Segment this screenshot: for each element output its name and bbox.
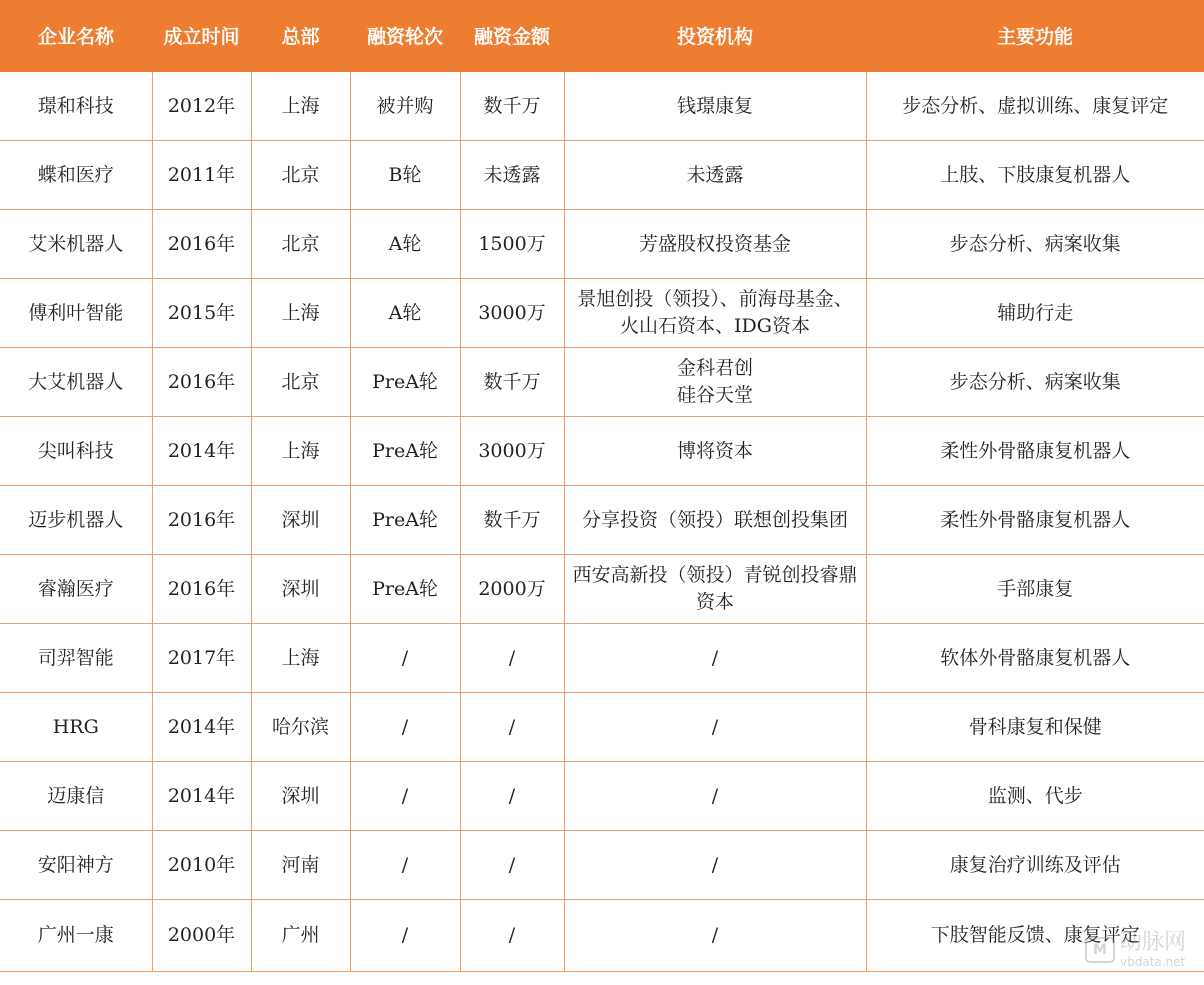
cell-round: / — [350, 831, 460, 900]
cell-company: 迈康信 — [0, 762, 152, 831]
cell-function: 软体外骨骼康复机器人 — [866, 624, 1204, 693]
header-hq: 总部 — [251, 0, 350, 72]
cell-amount: 2000万 — [460, 555, 564, 624]
cell-hq: 深圳 — [251, 486, 350, 555]
table-row — [0, 348, 1204, 417]
header-row — [0, 0, 1204, 72]
header-amount: 融资金额 — [460, 0, 564, 72]
cell-investors: 西安高新投（领投）青锐创投睿鼎资本 — [564, 555, 866, 624]
cell-founded: 2000年 — [152, 900, 251, 972]
cell-company: 迈步机器人 — [0, 486, 152, 555]
cell-hq: 上海 — [251, 624, 350, 693]
cell-hq: 哈尔滨 — [251, 693, 350, 762]
cell-founded: 2014年 — [152, 693, 251, 762]
cell-company: 蝶和医疗 — [0, 141, 152, 210]
table-row — [0, 900, 1204, 972]
table-row — [0, 279, 1204, 348]
cell-amount: 数千万 — [460, 72, 564, 141]
table-row — [0, 624, 1204, 693]
cell-function: 下肢智能反馈、康复评定 — [866, 900, 1204, 972]
cell-founded: 2016年 — [152, 210, 251, 279]
cell-investors: 芳盛股权投资基金 — [564, 210, 866, 279]
cell-round: A轮 — [350, 279, 460, 348]
cell-hq: 上海 — [251, 72, 350, 141]
cell-function: 步态分析、病案收集 — [866, 348, 1204, 417]
cell-hq: 广州 — [251, 900, 350, 972]
cell-amount: / — [460, 900, 564, 972]
cell-amount: 数千万 — [460, 486, 564, 555]
cell-investors: / — [564, 762, 866, 831]
watermark-url: vbdata.net — [1119, 955, 1186, 969]
cell-investors: 金科君创 硅谷天堂 — [564, 348, 866, 417]
cell-round: A轮 — [350, 210, 460, 279]
cell-hq: 北京 — [251, 210, 350, 279]
cell-round: PreA轮 — [350, 486, 460, 555]
cell-company: 艾米机器人 — [0, 210, 152, 279]
table-row — [0, 762, 1204, 831]
table-row — [0, 831, 1204, 900]
header-round: 融资轮次 — [350, 0, 460, 72]
table-row — [0, 693, 1204, 762]
cell-investors: / — [564, 900, 866, 972]
cell-company: HRG — [0, 693, 152, 762]
watermark-text: 动脉网 — [1119, 930, 1186, 955]
watermark-logo-icon: M — [1085, 937, 1115, 963]
cell-amount: 3000万 — [460, 417, 564, 486]
cell-round: / — [350, 762, 460, 831]
cell-function: 监测、代步 — [866, 762, 1204, 831]
cell-function: 康复治疗训练及评估 — [866, 831, 1204, 900]
cell-hq: 上海 — [251, 279, 350, 348]
cell-company: 大艾机器人 — [0, 348, 152, 417]
cell-founded: 2016年 — [152, 486, 251, 555]
cell-round: PreA轮 — [350, 348, 460, 417]
header-founded: 成立时间 — [152, 0, 251, 72]
cell-company: 睿瀚医疗 — [0, 555, 152, 624]
cell-function: 步态分析、虚拟训练、康复评定 — [866, 72, 1204, 141]
cell-founded: 2014年 — [152, 417, 251, 486]
cell-hq: 北京 — [251, 348, 350, 417]
cell-investors: / — [564, 693, 866, 762]
cell-founded: 2016年 — [152, 348, 251, 417]
cell-round: PreA轮 — [350, 555, 460, 624]
cell-hq: 深圳 — [251, 762, 350, 831]
cell-round: 被并购 — [350, 72, 460, 141]
cell-hq: 深圳 — [251, 555, 350, 624]
cell-function: 柔性外骨骼康复机器人 — [866, 417, 1204, 486]
cell-investors: 分享投资（领投）联想创投集团 — [564, 486, 866, 555]
table-row — [0, 141, 1204, 210]
cell-amount: / — [460, 831, 564, 900]
cell-investors: 钱璟康复 — [564, 72, 866, 141]
cell-investors: / — [564, 831, 866, 900]
cell-function: 辅助行走 — [866, 279, 1204, 348]
cell-amount: 数千万 — [460, 348, 564, 417]
cell-founded: 2016年 — [152, 555, 251, 624]
cell-investors: / — [564, 624, 866, 693]
cell-function: 骨科康复和保健 — [866, 693, 1204, 762]
cell-investors: 景旭创投（领投）、前海母基金、火山石资本、IDG资本 — [564, 279, 866, 348]
header-function: 主要功能 — [866, 0, 1204, 72]
cell-function: 上肢、下肢康复机器人 — [866, 141, 1204, 210]
cell-hq: 上海 — [251, 417, 350, 486]
cell-amount: 未透露 — [460, 141, 564, 210]
cell-founded: 2012年 — [152, 72, 251, 141]
cell-function: 步态分析、病案收集 — [866, 210, 1204, 279]
cell-hq: 北京 — [251, 141, 350, 210]
cell-company: 广州一康 — [0, 900, 152, 972]
table-row — [0, 486, 1204, 555]
table-row — [0, 417, 1204, 486]
cell-company: 傅利叶智能 — [0, 279, 152, 348]
cell-founded: 2014年 — [152, 762, 251, 831]
cell-round: / — [350, 900, 460, 972]
cell-amount: 1500万 — [460, 210, 564, 279]
cell-round: / — [350, 693, 460, 762]
cell-investors: 未透露 — [564, 141, 866, 210]
cell-amount: / — [460, 762, 564, 831]
cell-amount: / — [460, 693, 564, 762]
cell-function: 手部康复 — [866, 555, 1204, 624]
cell-round: B轮 — [350, 141, 460, 210]
header-investors: 投资机构 — [564, 0, 866, 72]
cell-company: 尖叫科技 — [0, 417, 152, 486]
cell-hq: 河南 — [251, 831, 350, 900]
cell-round: / — [350, 624, 460, 693]
table-row — [0, 555, 1204, 624]
cell-amount: / — [460, 624, 564, 693]
cell-company: 司羿智能 — [0, 624, 152, 693]
table-row — [0, 210, 1204, 279]
header-company: 企业名称 — [0, 0, 152, 72]
cell-round: PreA轮 — [350, 417, 460, 486]
cell-company: 璟和科技 — [0, 72, 152, 141]
table-row — [0, 72, 1204, 141]
cell-function: 柔性外骨骼康复机器人 — [866, 486, 1204, 555]
cell-company: 安阳神方 — [0, 831, 152, 900]
cell-founded: 2017年 — [152, 624, 251, 693]
cell-founded: 2015年 — [152, 279, 251, 348]
cell-founded: 2010年 — [152, 831, 251, 900]
cell-amount: 3000万 — [460, 279, 564, 348]
cell-investors: 博将资本 — [564, 417, 866, 486]
cell-founded: 2011年 — [152, 141, 251, 210]
